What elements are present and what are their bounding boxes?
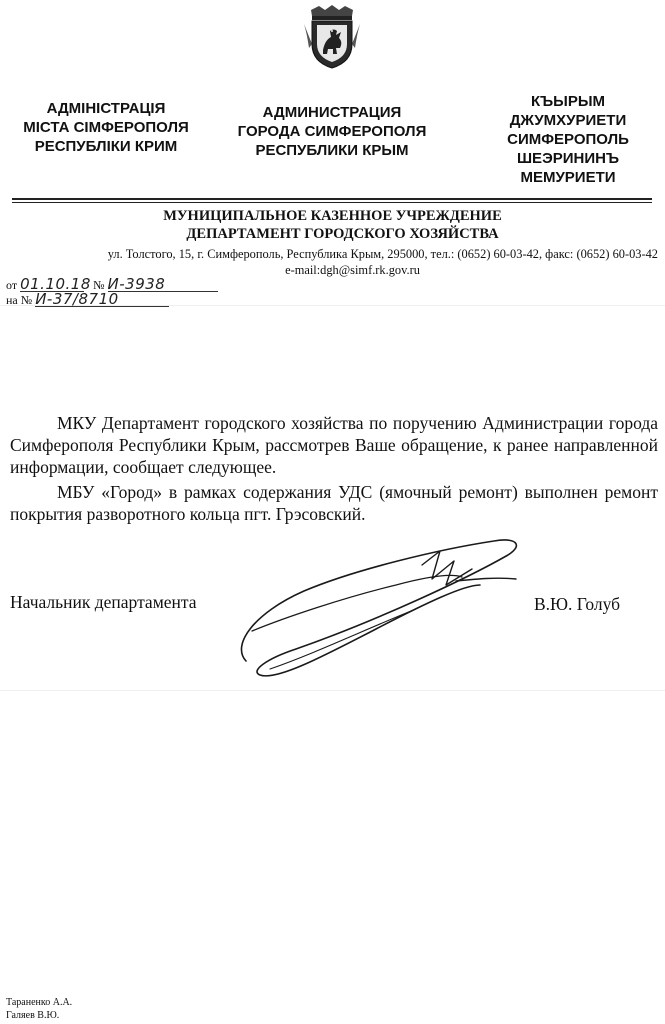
header-russian — [222, 103, 442, 160]
header-crimean-tatar-line: КЪЫРЫМ — [530, 93, 606, 110]
letter-number: И-3938 — [108, 277, 218, 292]
header-russian-line: АДМИНИСТРАЦИЯ — [262, 104, 402, 121]
header-ukrainian-line: АДМІНІСТРАЦІЯ — [46, 100, 166, 117]
header-crimean-tatar — [478, 92, 658, 187]
organization-email: e-mail:dgh@simf.rk.gov.ru — [285, 263, 420, 277]
incoming-reference — [6, 292, 169, 307]
handwritten-signature — [226, 533, 526, 683]
header-crimean-tatar-line: СИМФЕРОПОЛЬ — [507, 131, 629, 148]
organization-name: ДЕПАРТАМЕНТ ГОРОДСКОГО ХОЗЯЙСТВА — [186, 226, 499, 242]
organization-address: ул. Толстого, 15, г. Симферополь, Республика Крым, 295000, тел.: (0652) 60-03-42, факс: (0652) 60-03-42 — [107, 247, 658, 261]
header-ukrainian — [6, 99, 206, 156]
header-russian-line: ГОРОДА СИМФЕРОПОЛЯ — [237, 123, 427, 140]
from-label: от — [6, 278, 18, 292]
organization-type: МУНИЦИПАЛЬНОЕ КАЗЕННОЕ УЧРЕЖДЕНИЕ — [163, 208, 502, 224]
header-crimean-tatar-line: ДЖУМХУРИЕТИ — [509, 112, 627, 129]
header-divider — [12, 202, 652, 203]
crimea-coat-of-arms-icon — [303, 4, 361, 70]
header-crimean-tatar-line: ШЕЭРИНИНЪ — [516, 150, 620, 167]
paper-crease — [0, 690, 665, 691]
reply-label: на № — [6, 293, 33, 307]
signatory-name: В.Ю. Голуб — [534, 594, 621, 614]
header-crimean-tatar-line: МЕМУРИЕТИ — [520, 169, 616, 186]
header-russian-line: РЕСПУБЛИКИ КРЫМ — [255, 142, 409, 159]
letter-date: 01.10.18 — [20, 275, 91, 293]
header-ukrainian-line: РЕСПУБЛІКИ КРИМ — [34, 138, 178, 155]
reply-number: И-37/8710 — [35, 292, 169, 307]
body-paragraph: МКУ Департамент городского хозяйства по поручению Администрации города Симферополя Республики Крым, рассмотрев Ваше обращение, к ранее направленной информации, сообщает следующее. — [10, 413, 658, 477]
number-label: № — [93, 278, 105, 292]
body-paragraph: МБУ «Город» в рамках содержания УДС (ямочный ремонт) выполнен ремонт покрытия разворотного кольца пгт. Грэсовский. — [10, 482, 658, 524]
executor-name: Тараненко А.А. — [6, 997, 73, 1008]
header-ukrainian-line: МІСТА СІМФЕРОПОЛЯ — [23, 119, 189, 136]
signatory-title: Начальник департамента — [10, 592, 197, 612]
header-divider — [12, 198, 652, 200]
executor-name: Галяев В.Ю. — [6, 1010, 60, 1021]
